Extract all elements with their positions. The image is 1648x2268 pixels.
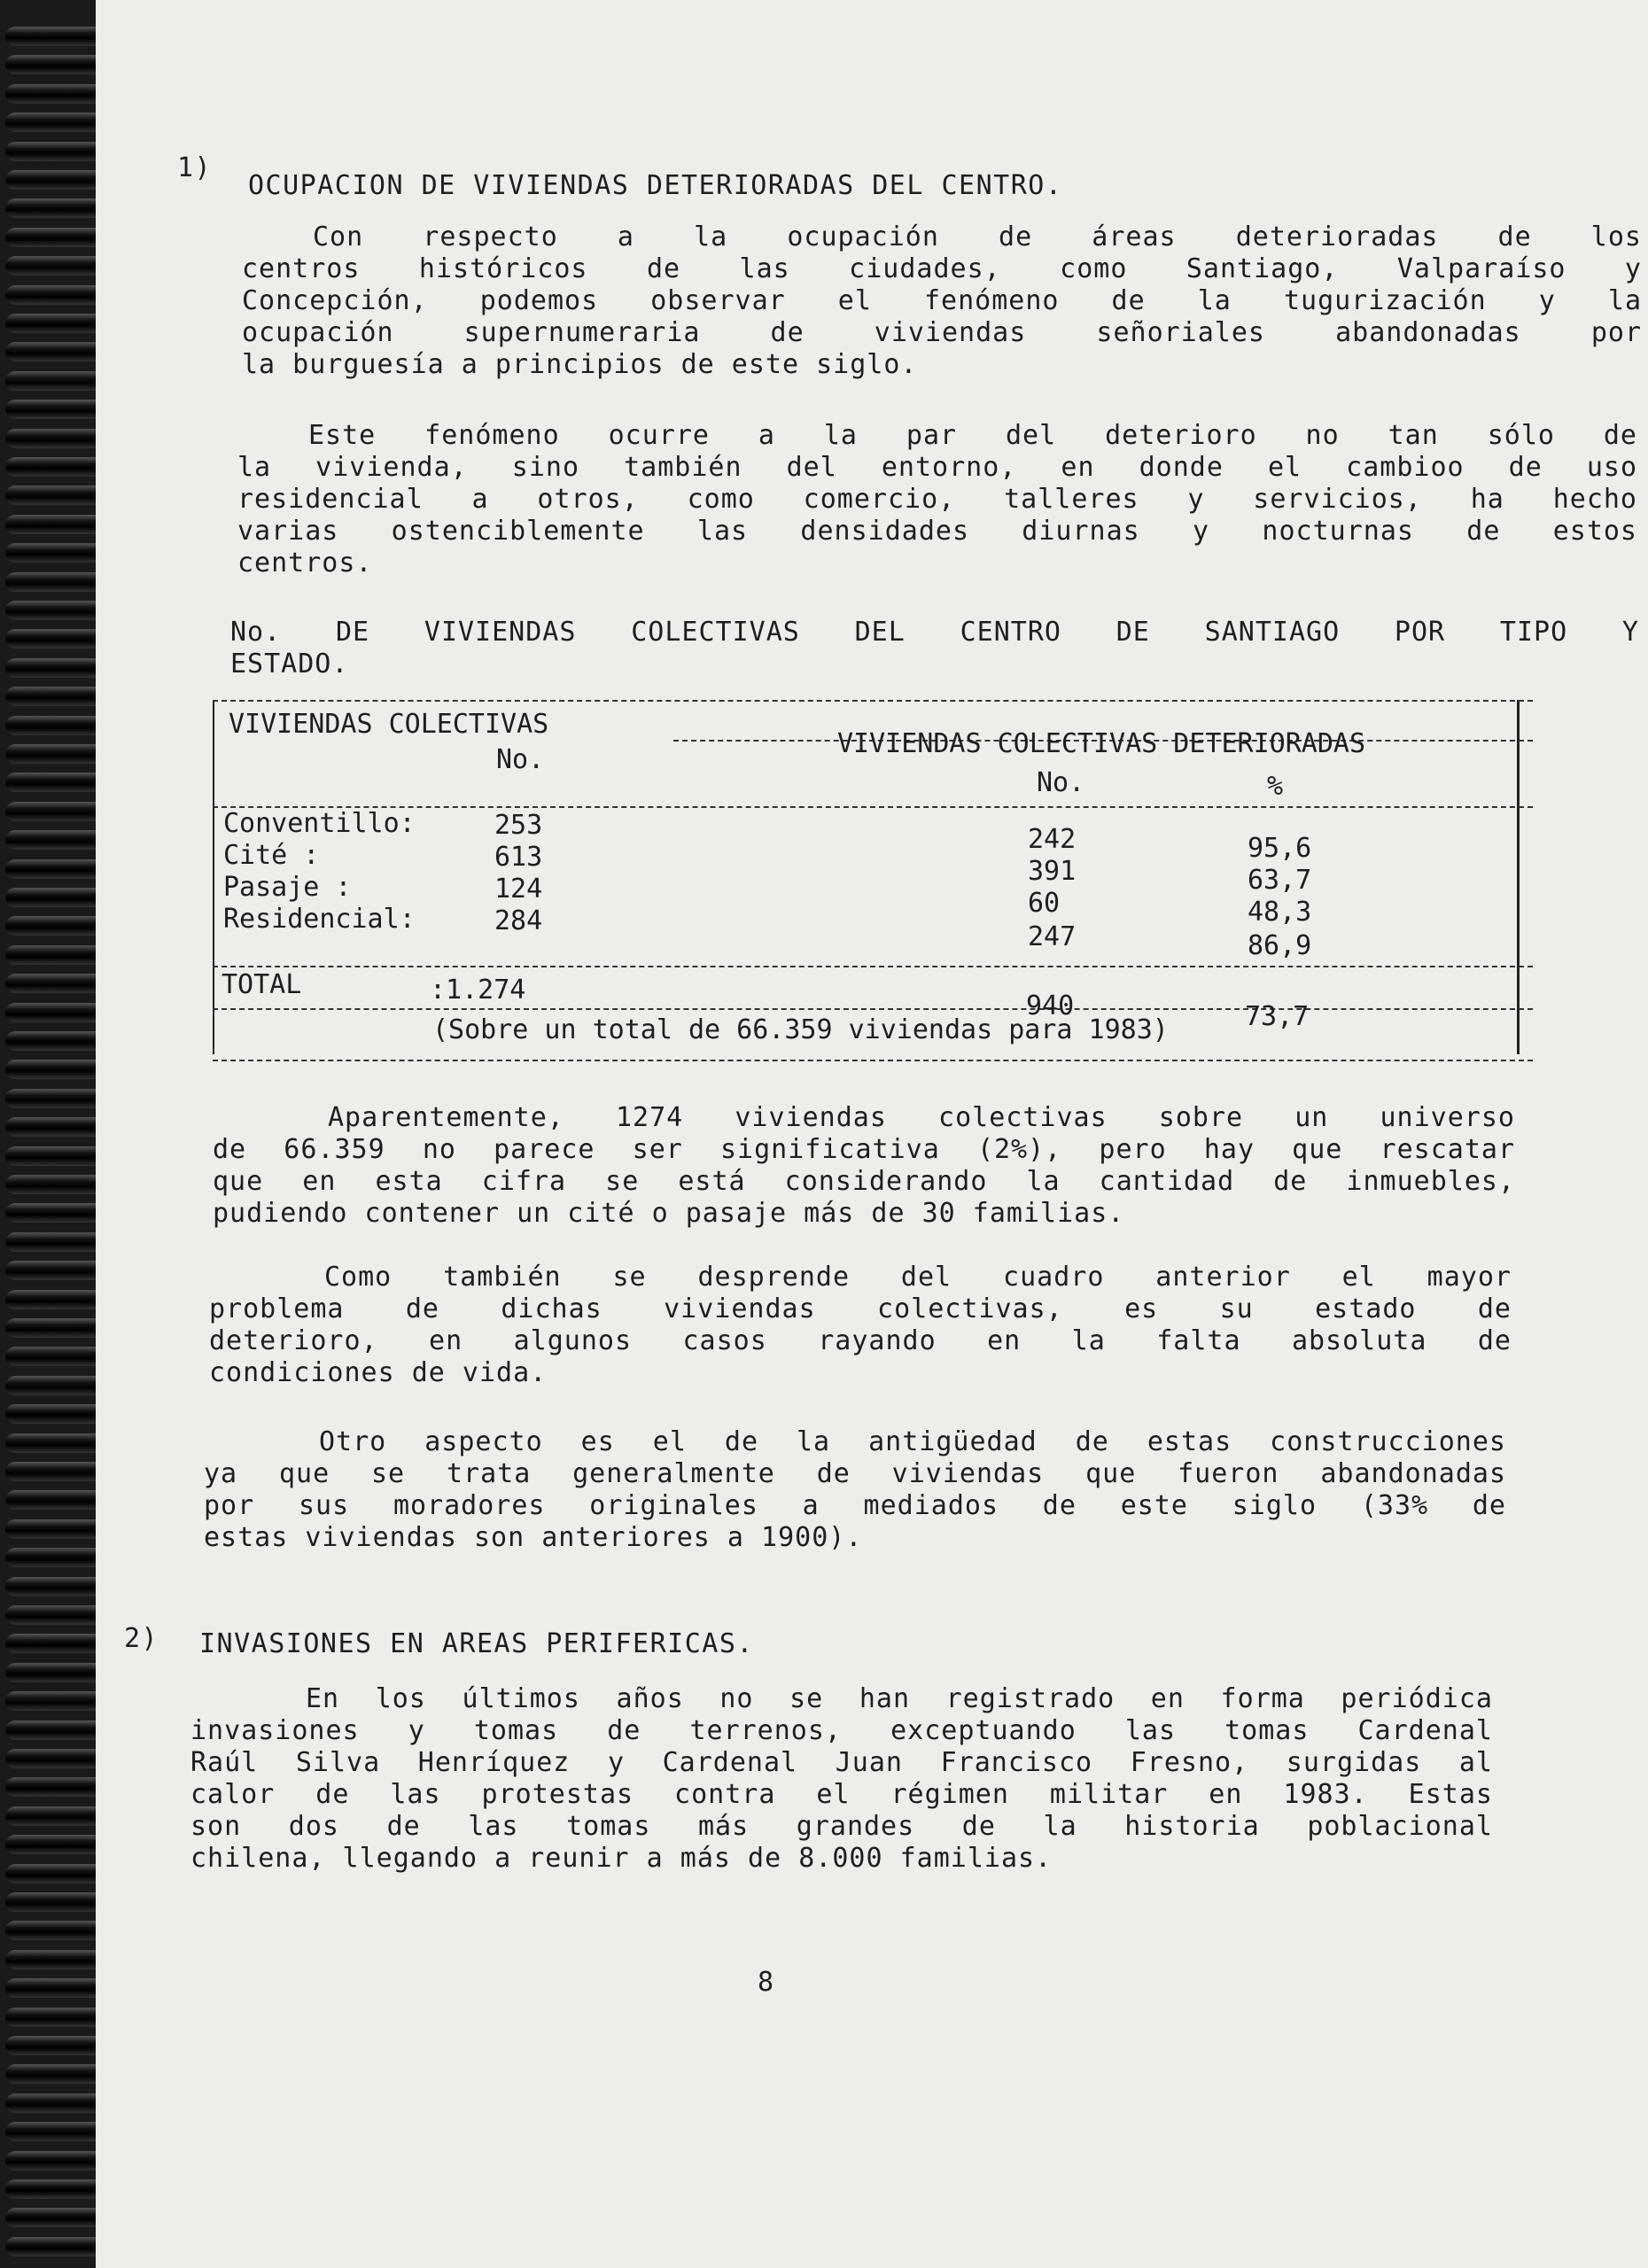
para3-line: de 66.359 no parece ser significativa (2%), pero hay que rescatar	[213, 1134, 1515, 1165]
para1-line: la burguesía a principios de este siglo.	[242, 349, 918, 380]
section2-para-line: chilena, llegando a reunir a más de 8.000 familias.	[190, 1843, 1053, 1874]
para1-line: centros históricos de las ciudades, como Santiago, Valparaíso y	[242, 253, 1642, 284]
table-row-pct: 63,7	[1248, 865, 1312, 896]
table-rule-top	[213, 700, 1533, 702]
para2-line: centros.	[237, 548, 373, 579]
table-row-label: Pasaje :	[223, 872, 352, 903]
table-row-det-no: 242	[1028, 824, 1077, 855]
paragraph5	[204, 1426, 1506, 1554]
para2-line: residencial a otros, como comercio, talleres y servicios, ha hecho	[237, 484, 1637, 515]
table-row-no: 124	[494, 874, 543, 905]
table-title	[230, 617, 1639, 680]
table-row-det-no: 60	[1028, 888, 1061, 919]
para4-line: condiciones de vida.	[209, 1357, 548, 1388]
table-rule-total-top	[213, 966, 1533, 967]
table-row-pct: 48,3	[1248, 897, 1312, 928]
table-header-left: VIVIENDAS COLECTIVAS	[229, 709, 549, 740]
section1-paragraph2	[237, 420, 1637, 579]
table-header-right-no: No.	[1037, 767, 1085, 798]
section2-para-line: calor de las protestas contra el régimen militar en 1983. Estas	[190, 1779, 1493, 1810]
section2-para-line: Raúl Silva Henríquez y Cardenal Juan Francisco Fresno, surgidas al	[190, 1747, 1493, 1778]
para1-line: ocupación supernumeraria de viviendas señoriales abandonadas por	[242, 317, 1642, 348]
para4-line: Como también se desprende del cuadro anterior el mayor	[324, 1262, 1512, 1293]
para3-line: pudiendo contener un cité o pasaje más de 30 familias.	[213, 1198, 1125, 1229]
section1-title: OCUPACION DE VIVIENDAS DETERIORADAS DEL CENTRO.	[248, 170, 1063, 201]
table-header-right: VIVIENDAS COLECTIVAS DETERIORADAS	[837, 728, 1366, 759]
section2-title: INVASIONES EN AREAS PERIFERICAS.	[199, 1628, 754, 1659]
page-number: 8	[758, 1967, 774, 1998]
para1-line: Con respecto a la ocupación de áreas deterioradas de los	[313, 221, 1642, 252]
para3-line: que en esta cifra se está considerando la cantidad de inmuebles,	[213, 1166, 1515, 1197]
table-header-left-sub: No.	[496, 744, 545, 775]
table-row-pct: 95,6	[1248, 833, 1312, 864]
table-row-det-no: 391	[1028, 856, 1077, 887]
table-title-line: ESTADO.	[230, 649, 349, 680]
table-title-line: No. DE VIVIENDAS COLECTIVAS DEL CENTRO DE SANTIAGO POR TIPO Y	[230, 617, 1639, 648]
para4-line: problema de dichas viviendas colectivas, es su estado de	[209, 1293, 1512, 1324]
table-row-no: 253	[494, 810, 543, 841]
table-row-det-no: 247	[1028, 921, 1077, 952]
table-row-pct: 86,9	[1248, 930, 1312, 961]
table-row-label: Residencial:	[223, 904, 416, 935]
section2-para-line: invasiones y tomas de terrenos, exceptuando las tomas Cardenal	[190, 1715, 1493, 1746]
para2-line: la vivienda, sino también del entorno, en donde el cambioo de uso	[237, 452, 1637, 483]
table-total-label: TOTAL	[222, 969, 302, 1000]
table-header-right-pct: %	[1267, 771, 1284, 802]
section1-number: 1)	[177, 152, 213, 183]
table-row-no: 613	[494, 842, 543, 873]
table-total-no: :1.274	[430, 975, 526, 1006]
para4-line: deterioro, en algunos casos rayando en la falta absoluta de	[209, 1325, 1512, 1356]
table-total-pct: 73,7	[1245, 1001, 1310, 1032]
table-total-note: (Sobre un total de 66.359 viviendas para 1983)	[432, 1014, 1169, 1045]
para5-line: por sus moradores originales a mediados de este siglo (33% de	[204, 1490, 1506, 1521]
para5-line: Otro aspecto es el de la antigüedad de estas construcciones	[319, 1426, 1506, 1457]
section2-paragraph	[190, 1683, 1493, 1875]
para3-line: Aparentemente, 1274 viviendas colectivas sobre un universo	[328, 1102, 1515, 1133]
table-row-label: Conventillo:	[223, 808, 416, 839]
paragraph3	[213, 1102, 1515, 1230]
para5-line: estas viviendas son anteriores a 1900).	[204, 1522, 863, 1553]
section1-paragraph1	[242, 221, 1642, 381]
paragraph4	[209, 1262, 1512, 1389]
section2-number: 2)	[124, 1623, 159, 1654]
table-rule-bottom	[213, 1060, 1533, 1061]
para2-line: varias ostenciblemente las densidades diurnas y nocturnas de estos	[237, 516, 1637, 547]
table-rule-total	[213, 1008, 1533, 1010]
section2-para-line: En los últimos años no se han registrado en forma periódica	[306, 1683, 1493, 1714]
table-row-no: 284	[494, 905, 543, 936]
section2-para-line: son dos de las tomas más grandes de la historia poblacional	[190, 1811, 1493, 1842]
para5-line: ya que se trata generalmente de viviendas que fueron abandonadas	[204, 1458, 1506, 1489]
table-total-det-no: 940	[1026, 990, 1075, 1021]
table-row-label: Cité :	[223, 840, 320, 871]
para2-line: Este fenómeno ocurre a la par del deterioro no tan sólo de	[308, 420, 1637, 451]
para1-line: Concepción, podemos observar el fenómeno de la tugurización y la	[242, 285, 1642, 316]
